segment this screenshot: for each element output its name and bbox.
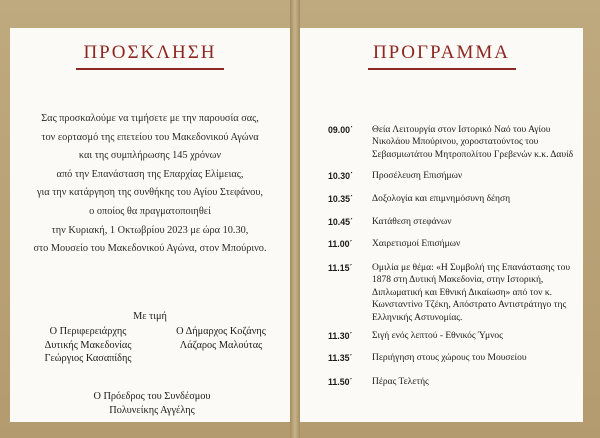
schedule-description-line: Θεία Λειτουργία στον Ιστορικό Ναό του Αγίου	[372, 125, 551, 135]
invitation-text	[10, 110, 290, 259]
signatory-line: Πολυνείκης Αγγέλης	[109, 404, 195, 416]
schedule-description-line: Νικολάου Μπούρινου, χοροστατούντος του	[372, 137, 539, 148]
signatory-line: Λάζαρος Μαλούτας	[179, 339, 263, 351]
schedule-description-line: Σεβασμιωτάτου Μητροπολίτου Γρεβενών κ.κ. Δαυίδ	[372, 149, 574, 160]
invitation-line: την Κυριακή, 1 Οκτωβρίου 2023 με ώρα 10.30,	[51, 224, 249, 236]
schedule-description	[372, 124, 582, 161]
schedule-description-line: Κατάθεση στεφάνων	[372, 217, 452, 227]
schedule-description	[372, 352, 582, 364]
schedule-item	[328, 170, 583, 182]
signatory-line: Ο Δήμαρχος Κοζάνης	[176, 326, 266, 337]
signatory-line: Ο Πρόεδρος του Συνδέσμου	[93, 391, 211, 402]
schedule-description-line: Σιγή ενός λεπτού - Εθνικός Ύμνος	[372, 331, 503, 341]
schedule-description-line: Χαιρετισμοί Επισήμων	[372, 239, 461, 249]
program-heading	[300, 42, 583, 70]
schedule-description	[372, 330, 582, 342]
schedule-time: 10.35΄	[328, 194, 353, 204]
signatory-regional-governor	[30, 325, 146, 366]
schedule-description-line: Κωνσταντίνο Τζέκη, Απόστρατο Αντιστράτηγο της	[372, 300, 567, 311]
schedule-item	[328, 330, 583, 342]
schedule-time: 11.35΄	[328, 353, 353, 363]
signatory-line: Ο Περιφερειάρχης	[49, 326, 127, 337]
heading-underline	[368, 68, 516, 70]
invitation-line: ο οποίος θα πραγματοποιηθεί	[89, 205, 211, 217]
signatory-line: Γεώργιος Κασαπίδης	[44, 353, 132, 365]
schedule-item	[328, 352, 583, 364]
schedule-time: 10.30΄	[328, 171, 353, 181]
schedule-time: 10.45΄	[328, 217, 353, 227]
schedule-time: 11.30΄	[328, 331, 353, 341]
schedule-item	[328, 238, 583, 250]
signature-title: Με τιμή	[133, 311, 167, 322]
schedule-item	[328, 193, 583, 205]
schedule-time: 11.00΄	[328, 239, 353, 249]
schedule-time: 11.50΄	[328, 377, 353, 387]
schedule-description-line: Προσέλευση Επισήμων	[372, 171, 463, 181]
invitation-line: και της συμπλήρωσης 145 χρόνων	[78, 150, 222, 162]
program-panel	[300, 28, 583, 422]
schedule-item	[328, 216, 583, 228]
schedule-description	[372, 238, 582, 250]
schedule-description	[372, 193, 582, 205]
invitation-panel	[10, 28, 290, 422]
invitation-line: για την κατάργηση της συνθήκης του Αγίου Στεφάνου,	[36, 187, 263, 199]
invitation-heading-text: ΠΡΟΣΚΛΗΣΗ	[83, 42, 217, 63]
signatory-line: Δυτικής Μακεδονίας	[44, 339, 132, 351]
schedule-description	[372, 216, 582, 228]
schedule-description	[372, 262, 582, 324]
schedule-item	[328, 376, 583, 388]
invitation-heading	[10, 42, 290, 70]
schedule-description	[372, 376, 582, 388]
heading-underline	[76, 68, 224, 70]
invitation-line: Σας προσκαλούμε να τιμήσετε με την παρουσία σας,	[41, 113, 259, 124]
schedule-item	[328, 262, 583, 324]
schedule-time: 09.00΄	[328, 125, 353, 135]
schedule-description-line: Διπλωματική και Εθνική Δικαίωση» από τον κ.	[372, 287, 552, 298]
schedule-time: 11.15΄	[328, 263, 353, 273]
signatory-mayor	[160, 325, 282, 352]
invitation-line: από την Επανάσταση της Επαρχίας Ελίμειας,	[56, 168, 244, 180]
schedule-description-line: Δοξολογία και επιμνημόσυνη δέηση	[372, 194, 511, 204]
schedule-description-line: Ομιλία με θέμα: «Η Συμβολή της Επανάστασης του	[372, 263, 571, 273]
schedule-description-line: 1878 στη Δυτική Μακεδονία, στην Ιστορική,	[372, 275, 544, 286]
schedule-description-line: Πέρας Τελετής	[372, 377, 429, 387]
invitation-line: στο Μουσείο του Μακεδονικού Αγώνα, στον Μπούρινο.	[33, 243, 267, 255]
signatory-association-president	[90, 390, 214, 417]
center-fold	[290, 0, 300, 438]
schedule-item	[328, 124, 583, 161]
program-heading-text: ΠΡΟΓΡΑΜΜΑ	[372, 42, 511, 63]
schedule-description-line: Περιήγηση στους χώρους του Μουσείου	[372, 353, 527, 363]
schedule-description	[372, 170, 582, 182]
schedule-description-line: Ελληνικής Αστυνομίας.	[372, 312, 463, 323]
invitation-line: τον εορτασμό της επετείου του Μακεδονικού Αγώνα	[41, 131, 259, 143]
